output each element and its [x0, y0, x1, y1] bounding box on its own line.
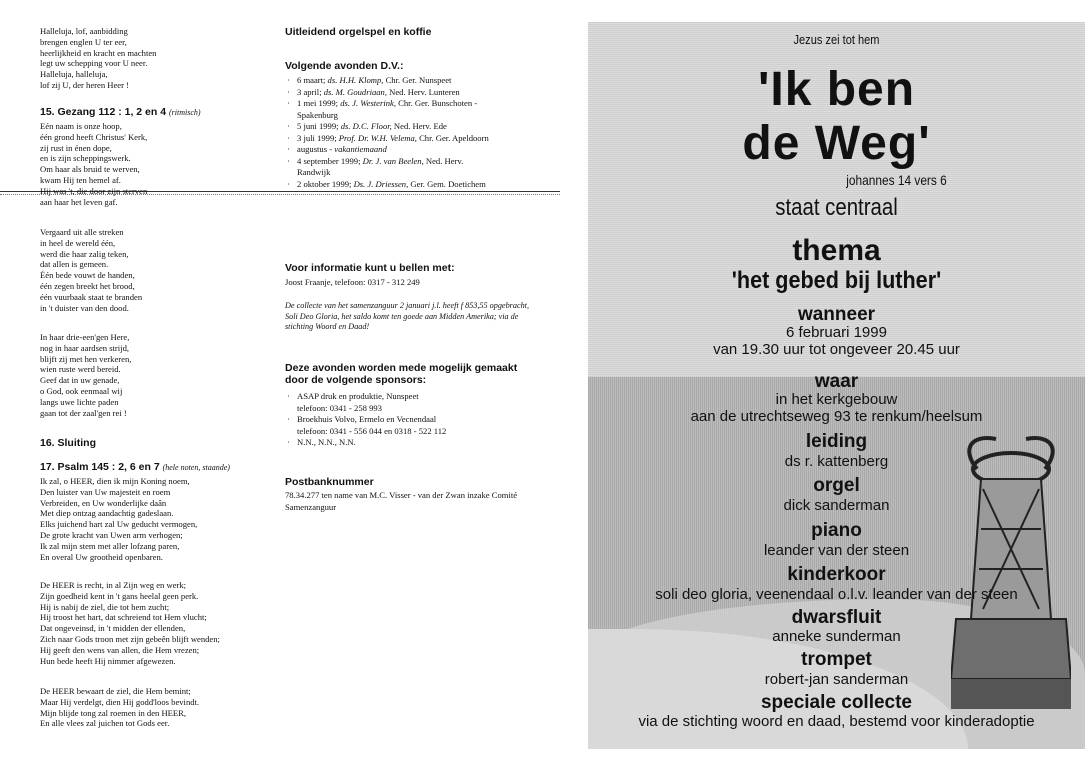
postbank-text: 78.34.277 ten name van M.C. Visser - van der Zwan inzake Comité Samenzanguur [285, 490, 518, 512]
poster [588, 22, 1085, 749]
avond-text: ds. J. Westerink, [340, 98, 396, 108]
sponsor-item: · N.N., N.N., N.N. [285, 437, 525, 449]
avond-text: Ger. Gem. Doetichem [408, 178, 486, 189]
wanneer-label: wanneer [797, 304, 876, 325]
poster-reference: johannes 14 vers 6 [846, 172, 947, 188]
avond-text: augustus - [297, 144, 335, 154]
sponsor-item: · Broekhuis Volvo, Ermelo en Vecnendaal telefoon: 0341 - 556 044 en 0318 - 522 112 [285, 414, 525, 437]
avond-item [285, 144, 495, 156]
poster-staat-centraal: staat centraal [775, 194, 898, 221]
dwarsfluit-label: dwarsfluit [791, 607, 882, 628]
avond-item [285, 156, 495, 179]
orgel-label: orgel [813, 475, 860, 496]
piano-name: leander van der steen [763, 542, 910, 559]
avond-text: Ned. Herv. Lunteren [387, 86, 460, 97]
leiding-label: leiding [805, 431, 868, 452]
sluiting-heading: 16. Sluiting [40, 437, 97, 449]
avond-text: 1 mei 1999; [297, 98, 341, 108]
avond-text: 4 september 1999; [297, 155, 363, 166]
volgende-heading: Volgende avonden D.V.: [285, 60, 404, 72]
postbank-heading: Postbanknummer [285, 476, 374, 488]
date-text: 6 februari 1999 [786, 324, 887, 341]
info-heading: Voor informatie kunt u bellen met: [285, 262, 455, 274]
avond-item [285, 98, 495, 121]
avond-text: 3 juli 1999; [297, 132, 339, 143]
kinderkoor-label: kinderkoor [787, 564, 886, 585]
kinderkoor-name: soli deo gloria, veenendaal o.l.v. leander van der steen [655, 586, 1018, 603]
avonden-list [285, 75, 495, 190]
hymn-column [40, 0, 265, 767]
collecte-text: De collecte van het samenzanguur 2 januari j.l. heeft f 853,55 opgebracht, Soli Deo Gloria, het saldo komt ten goede aan Midden Amerika; via de stichting Woord en Daad! [285, 301, 529, 331]
sponsors-list [285, 391, 525, 449]
trompet-label: trompet [801, 649, 872, 670]
avond-item [285, 75, 495, 87]
avond-text: 6 maart; [297, 75, 328, 85]
avond-text: Chr. Ger. Nunspeet [383, 75, 452, 85]
thema-text: 'het gebed bij luther' [731, 267, 942, 294]
collecte-label: speciale collecte [760, 692, 913, 713]
psalm-title: 17. Psalm 145 : 2, 6 en 7 [40, 461, 160, 473]
avond-text: 5 juni 1999; [297, 121, 341, 131]
leiding-name: ds r. kattenberg [784, 453, 889, 470]
psalm-note: (hele noten, staande) [162, 463, 230, 472]
orgel-name: dick sanderman [783, 497, 890, 514]
hymn-verse: Halleluja, lof, aanbidding brengen englen U ter eer, heerlijkheid en kracht en machten legt uw schepping voor U neer. Halleluja, halleluja, lof zij U, der heren Heer ! [40, 26, 157, 90]
avond-text: Chr. Ger. Bunschoten - Spakenburg [297, 98, 478, 120]
avond-text: Ned. Herv. Ede [391, 121, 447, 131]
place-line-2: aan de utrechtseweg 93 te renkum/heelsum [690, 408, 983, 425]
sponsor-item: · ASAP druk en produktie, Nunspeet telefoon: 0341 - 258 993 [285, 391, 525, 414]
poster-title-line-1: 'Ik ben [757, 63, 916, 116]
avond-text: Ds. J. Driessen, [353, 178, 409, 189]
dwarsfluit-name: anneke sunderman [772, 628, 901, 645]
avond-text: ds. D.C. Floor, [340, 121, 392, 131]
avond-text: Chr. Ger. Apeldoorn [416, 132, 489, 143]
gezang-title: 15. Gezang 112 : 1, 2 en 4 [40, 106, 167, 118]
sponsors-heading: Deze avonden worden mede mogelijk gemaakt door de volgende sponsors: [285, 362, 518, 386]
avond-text: Ned. Herv. Randwijk [297, 155, 464, 177]
avond-text: 2 oktober 1999; [297, 178, 354, 189]
waar-label: waar [814, 371, 859, 392]
psalm-verse-3: De HEER bewaart de ziel, die Hem bemint; Maar Hij verdelgt, dien Hij godd'loos bevindt. Mijn blijde tong zal roemen in den HEER, En alle vlees zal juichen tot Gods eer. [40, 686, 200, 729]
psalm-heading [40, 461, 230, 473]
avond-item [285, 121, 495, 133]
thema-label: thema [792, 234, 881, 267]
gezang-verse-2: Vergaard uit alle streken in heel de wereld één, werd die haar zalig teken, dat allen is gemeen. Één bede vouwt de handen, één zegen breekt het brood, één vuurbaak staat te branden in 't duister van den dood. [40, 227, 143, 313]
psalm-verse-1: Ik zal, o HEER, dien ik mijn Koning noem, Den luister van Uw majesteit en roem Verbreiden, en Uw wonderlijke daân Met diep ontzag aandachtig gadeslaan. Elks juichend hart zal Uw geducht vermogen, De grote kracht van Uwen arm verhogen; Ik zal mijn stem met aller lofzang paren, En overal Uw grootheid openbaren. [40, 476, 198, 562]
psalm-verse-2: De HEER is recht, in al Zijn weg en werk; Zijn goedheid kent in 't gans heelal geen perk. Hij is nabij de ziel, die tot hem zucht; Hij troost het hart, dat schreiend tot Hem vlucht; Dat ongeveinsd, in 't midden der ellenden, Zich naar Gods troon met zijn gebeên blijft wenden; Hij geeft den wens van allen, die Hem vrezen; Hun bede heeft Hij nimmer afgewezen. [40, 580, 220, 666]
avond-text: Dr. J. van Beelen, [362, 155, 424, 166]
piano-label: piano [811, 520, 862, 541]
avond-text: Prof. Dr. W.H. Velema, [338, 132, 417, 143]
gezang-verse-3: In haar drie-een'gen Here, nog in haar aardsen strijd, blijft zij met hen verkeren, wien ruste werd bereid. Geef dat in uw genade, o God, ook eenmaal wij langs uwe lichte paden gaan tot der zaal'gen rei ! [40, 332, 132, 418]
avond-item [285, 179, 495, 191]
avond-item [285, 133, 495, 145]
place-line-1: in het kerkgebouw [775, 391, 898, 408]
avond-item [285, 87, 495, 99]
avond-text: ds. M. Goudriaan, [323, 86, 387, 97]
gezang-note: (ritmisch) [169, 108, 201, 117]
uitleidend-heading: Uitleidend orgelspel en koffie [285, 26, 432, 38]
info-column [285, 0, 560, 767]
time-text: van 19.30 uur tot ongeveer 20.45 uur [713, 341, 960, 358]
avond-text: vakantiemaand [334, 144, 387, 154]
poster-title-line-2: de Weg' [742, 117, 931, 170]
avond-text: 3 april; [297, 86, 324, 97]
collecte-text-poster: via de stichting woord en daad, bestemd voor kinderadoptie [638, 713, 1035, 730]
trompet-name: robert-jan sanderman [764, 671, 909, 688]
poster-quote: Jezus zei tot hem [793, 32, 880, 47]
gezang-verse-1: Eén naam is onze hoop, één grond heeft Christus' Kerk, zij rust in énen dope, en is zijn scheppingswerk. Om haar als bruid te werven, kwam Hij ten hemel af. Hij was 't, die door zijn sterven aan haar het leven gaf. [40, 121, 148, 207]
info-text: Joost Fraanje, telefoon: 0317 - 312 249 [285, 277, 420, 287]
avond-text: ds. H.H. Klomp, [327, 75, 384, 85]
gezang-heading [40, 106, 201, 118]
